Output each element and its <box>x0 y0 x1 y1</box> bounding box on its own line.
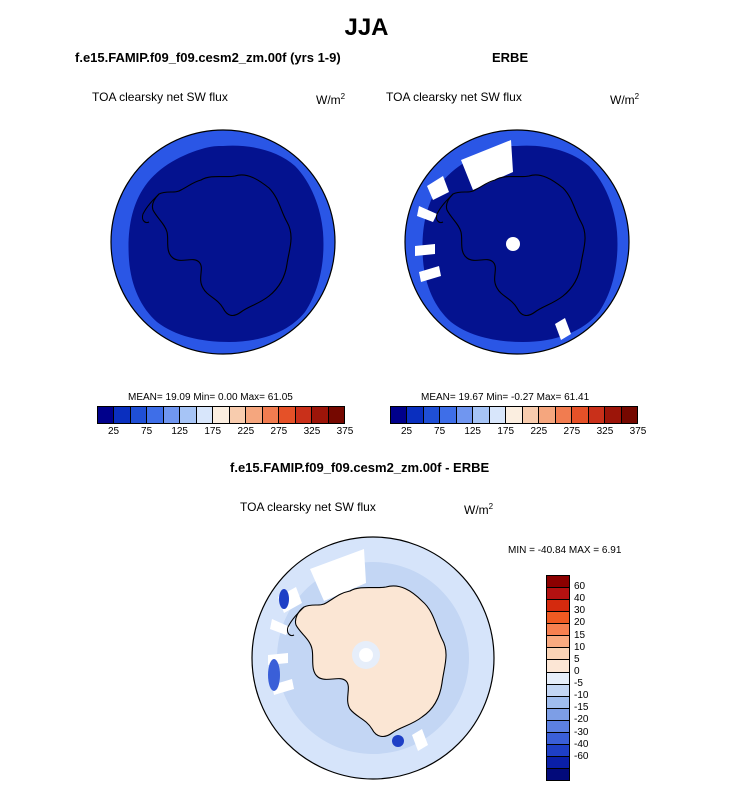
obs-colorbar-tick-label: 325 <box>596 426 614 437</box>
model-colorbar-tick-label: 275 <box>270 426 288 437</box>
model-colorbar-tick-label: 125 <box>171 426 188 437</box>
diff-colorbar-tick-label: -5 <box>574 678 583 690</box>
model-colorbar-swatch <box>197 407 213 423</box>
diff-colorbar-tick-label: 5 <box>574 653 580 665</box>
diff-colorbar-tick-label: -20 <box>574 714 589 726</box>
obs-colorbar-swatch <box>391 407 407 423</box>
diff-colorbar-swatch <box>547 769 569 780</box>
model-stats: MEAN= 19.09 Min= 0.00 Max= 61.05 <box>128 392 293 403</box>
diff-colorbar-swatch <box>547 709 569 721</box>
diff-colorbar-swatch <box>547 721 569 733</box>
diff-pole-hole <box>359 648 373 662</box>
obs-colorbar-swatch <box>539 407 555 423</box>
diff-colorbar-tick-label: 0 <box>574 665 580 677</box>
obs-colorbar-tick-label: 375 <box>629 426 647 437</box>
model-colorbar-ticks <box>97 426 354 440</box>
diff-variable-label: TOA clearsky net SW flux <box>240 500 376 514</box>
model-colorbar-swatch <box>98 407 114 423</box>
obs-colorbar-tick-label: 75 <box>434 426 446 437</box>
model-colorbar-swatch <box>312 407 328 423</box>
diff-colorbar-swatch <box>547 624 569 636</box>
model-colorbar-swatch <box>147 407 163 423</box>
diff-colorbar-tick-label: 30 <box>574 605 586 617</box>
diff-colorbar-tick-label: -10 <box>574 690 589 702</box>
model-colorbar-swatch <box>213 407 229 423</box>
model-colorbar-swatch <box>114 407 130 423</box>
diff-colorbar-swatch <box>547 612 569 624</box>
diff-negative-blob <box>279 589 289 609</box>
model-colorbar-swatch <box>164 407 180 423</box>
diff-colorbar-tick-label: -40 <box>574 738 589 750</box>
obs-colorbar <box>390 406 638 424</box>
obs-variable-label: TOA clearsky net SW flux <box>386 90 522 104</box>
diff-colorbar-swatch <box>547 697 569 709</box>
obs-pole-hole <box>506 237 520 251</box>
model-colorbar-tick-label: 325 <box>303 426 321 437</box>
diff-colorbar-swatch <box>547 588 569 600</box>
model-colorbar-swatch <box>230 407 246 423</box>
diff-colorbar-swatch <box>547 685 569 697</box>
diff-polar-map <box>250 535 496 781</box>
model-colorbar-swatch <box>296 407 312 423</box>
obs-colorbar-swatch <box>457 407 473 423</box>
model-colorbar-swatch <box>131 407 147 423</box>
obs-colorbar-swatch <box>424 407 440 423</box>
diff-colorbar-swatch <box>547 673 569 685</box>
obs-colorbar-swatch <box>556 407 572 423</box>
model-polar-map <box>109 128 337 356</box>
diff-colorbar-tick-label: 15 <box>574 629 586 641</box>
model-colorbar-swatch <box>180 407 196 423</box>
obs-colorbar-swatch <box>407 407 423 423</box>
diff-units: $W/m^2$ <box>464 502 494 517</box>
obs-colorbar-swatch <box>490 407 506 423</box>
diff-colorbar <box>546 575 570 781</box>
diff-colorbar-swatch <box>547 600 569 612</box>
diff-colorbar-ticks <box>574 575 604 781</box>
diff-negative-blob <box>268 659 280 691</box>
obs-stats: MEAN= 19.67 Min= -0.27 Max= 61.41 <box>421 392 590 403</box>
diff-colorbar-tick-label: -15 <box>574 702 589 714</box>
model-colorbar-swatch <box>279 407 295 423</box>
obs-colorbar-swatch <box>589 407 605 423</box>
diff-colorbar-swatch <box>547 576 569 588</box>
obs-colorbar-tick-label: 25 <box>400 426 413 437</box>
diff-colorbar-tick-label: 40 <box>574 593 586 605</box>
obs-colorbar-swatch <box>572 407 588 423</box>
diff-colorbar-swatch <box>547 660 569 672</box>
obs-colorbar-swatch <box>622 407 637 423</box>
diff-colorbar-swatch <box>547 757 569 769</box>
model-colorbar-swatch <box>263 407 279 423</box>
model-colorbar-tick-label: 375 <box>336 426 354 437</box>
model-colorbar-tick-label: 75 <box>141 426 153 437</box>
model-colorbar-tick-label: 175 <box>204 426 222 437</box>
obs-colorbar-swatch <box>506 407 522 423</box>
diff-colorbar-tick-label: 60 <box>574 581 586 593</box>
season-title: JJA <box>344 14 389 41</box>
model-case-title: f.e15.FAMIP.f09_f09.cesm2_zm.00f (yrs 1-9) <box>75 50 341 65</box>
model-colorbar-swatch <box>246 407 262 423</box>
diff-colorbar-tick-label: -60 <box>574 750 589 762</box>
obs-colorbar-swatch <box>523 407 539 423</box>
model-colorbar-swatch <box>329 407 344 423</box>
obs-units: $W/m^2$ <box>610 92 640 107</box>
obs-case-title: ERBE <box>492 50 529 65</box>
model-colorbar <box>97 406 345 424</box>
obs-colorbar-ticks <box>390 426 647 440</box>
obs-colorbar-tick-label: 225 <box>530 426 548 437</box>
diff-minmax: MIN = -40.84 MAX = 6.91 <box>508 545 622 556</box>
diff-negative-blob <box>392 735 404 747</box>
diff-case-title: f.e15.FAMIP.f09_f09.cesm2_zm.00f - ERBE <box>230 460 490 475</box>
diff-colorbar-tick-label: 20 <box>574 617 586 629</box>
obs-polar-map <box>403 128 631 356</box>
model-variable-label: TOA clearsky net SW flux <box>92 90 228 104</box>
obs-colorbar-swatch <box>473 407 489 423</box>
diff-colorbar-tick-label: 10 <box>574 641 586 653</box>
model-units: $W/m^2$ <box>316 92 346 107</box>
obs-colorbar-swatch <box>605 407 621 423</box>
diff-colorbar-swatch <box>547 648 569 660</box>
obs-colorbar-tick-label: 175 <box>497 426 515 437</box>
obs-colorbar-swatch <box>440 407 456 423</box>
diff-colorbar-swatch <box>547 745 569 757</box>
diff-colorbar-swatch <box>547 733 569 745</box>
model-colorbar-tick-label: 25 <box>107 426 120 437</box>
obs-colorbar-tick-label: 275 <box>563 426 581 437</box>
diff-colorbar-tick-label: -30 <box>574 726 589 738</box>
model-colorbar-tick-label: 225 <box>237 426 255 437</box>
diff-colorbar-swatch <box>547 636 569 648</box>
obs-missing-block <box>415 244 435 256</box>
obs-colorbar-tick-label: 125 <box>464 426 481 437</box>
